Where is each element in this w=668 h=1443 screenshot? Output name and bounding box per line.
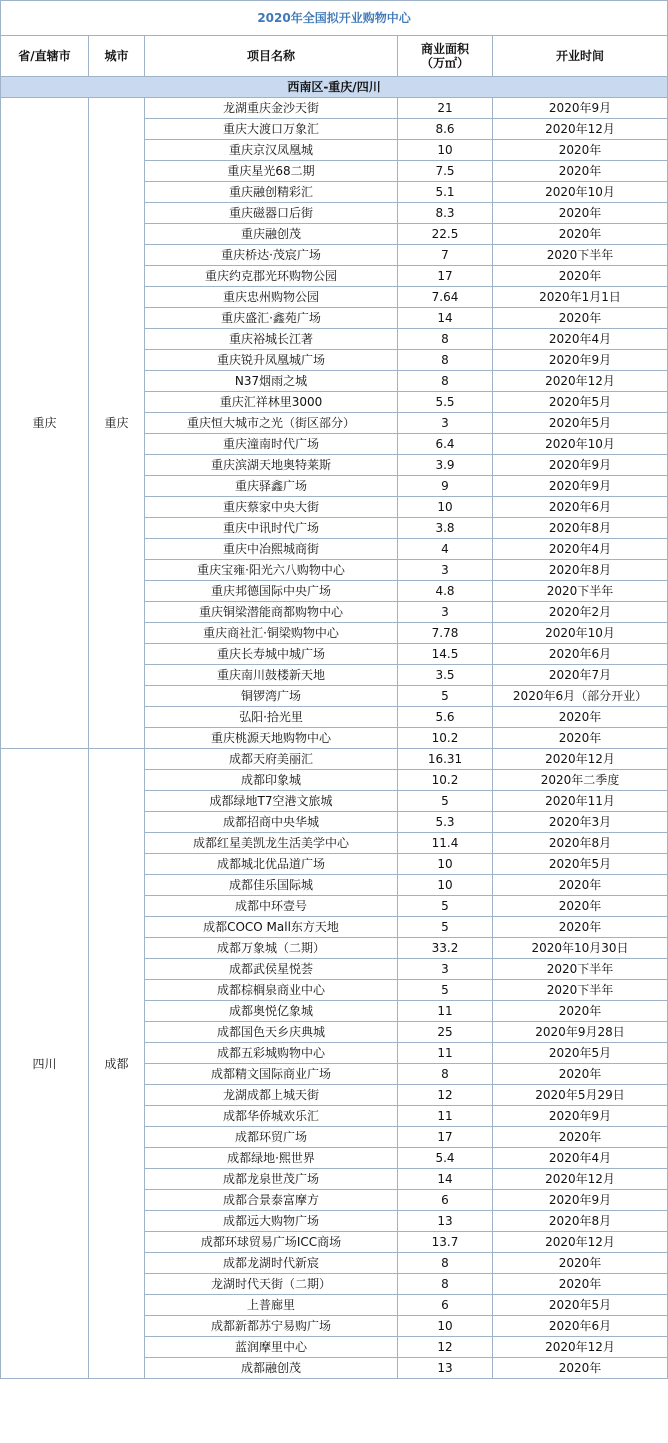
area-cell: 13.7 xyxy=(398,1232,493,1253)
area-cell: 4.8 xyxy=(398,581,493,602)
project-name-cell: 重庆盛汇·鑫苑广场 xyxy=(145,308,398,329)
open-time-cell: 2020年8月 xyxy=(493,833,668,854)
project-name-cell: 重庆裕城长江著 xyxy=(145,329,398,350)
project-name-cell: 成都奥悦亿象城 xyxy=(145,1001,398,1022)
project-name-cell: 重庆约克郡光环购物公园 xyxy=(145,266,398,287)
open-time-cell: 2020年10月30日 xyxy=(493,938,668,959)
open-time-cell: 2020年9月 xyxy=(493,476,668,497)
area-cell: 6 xyxy=(398,1295,493,1316)
area-cell: 14 xyxy=(398,308,493,329)
area-cell: 5 xyxy=(398,686,493,707)
open-time-cell: 2020年 xyxy=(493,917,668,938)
open-time-cell: 2020下半年 xyxy=(493,959,668,980)
area-cell: 5.6 xyxy=(398,707,493,728)
header-province: 省/直辖市 xyxy=(1,36,89,77)
open-time-cell: 2020年9月 xyxy=(493,1106,668,1127)
open-time-cell: 2020年10月 xyxy=(493,623,668,644)
area-cell: 3.8 xyxy=(398,518,493,539)
project-name-cell: 重庆桃源天地购物中心 xyxy=(145,728,398,749)
area-cell: 17 xyxy=(398,266,493,287)
open-time-cell: 2020年 xyxy=(493,203,668,224)
open-time-cell: 2020年9月28日 xyxy=(493,1022,668,1043)
area-cell: 12 xyxy=(398,1337,493,1358)
open-time-cell: 2020年9月 xyxy=(493,98,668,119)
area-cell: 7.5 xyxy=(398,161,493,182)
area-cell: 5.1 xyxy=(398,182,493,203)
project-name-cell: 重庆锐升凤凰城广场 xyxy=(145,350,398,371)
area-cell: 7.78 xyxy=(398,623,493,644)
open-time-cell: 2020年6月（部分开业） xyxy=(493,686,668,707)
project-name-cell: 重庆驿鑫广场 xyxy=(145,476,398,497)
open-time-cell: 2020年6月 xyxy=(493,1316,668,1337)
project-name-cell: 成都环球贸易广场ICC商场 xyxy=(145,1232,398,1253)
city-cell: 成都 xyxy=(89,749,145,1379)
open-time-cell: 2020年4月 xyxy=(493,1148,668,1169)
open-time-cell: 2020年8月 xyxy=(493,518,668,539)
project-name-cell: 成都国色天乡庆典城 xyxy=(145,1022,398,1043)
open-time-cell: 2020年12月 xyxy=(493,1169,668,1190)
project-name-cell: 成都红星美凯龙生活美学中心 xyxy=(145,833,398,854)
project-name-cell: 重庆恒大城市之光（街区部分） xyxy=(145,413,398,434)
open-time-cell: 2020年10月 xyxy=(493,434,668,455)
area-cell: 14 xyxy=(398,1169,493,1190)
project-name-cell: 龙湖时代天街（二期） xyxy=(145,1274,398,1295)
project-name-cell: 重庆桥达·茂宸广场 xyxy=(145,245,398,266)
area-cell: 7 xyxy=(398,245,493,266)
project-name-cell: 重庆汇祥林里3000 xyxy=(145,392,398,413)
region-row xyxy=(1,77,668,98)
open-time-cell: 2020年二季度 xyxy=(493,770,668,791)
project-name-cell: 成都佳乐国际城 xyxy=(145,875,398,896)
open-time-cell: 2020年12月 xyxy=(493,1337,668,1358)
title-row xyxy=(1,1,668,36)
open-time-cell: 2020年5月 xyxy=(493,854,668,875)
open-time-cell: 2020年2月 xyxy=(493,602,668,623)
area-cell: 5 xyxy=(398,980,493,1001)
open-time-cell: 2020年12月 xyxy=(493,749,668,770)
area-cell: 21 xyxy=(398,98,493,119)
table-title: 2020年全国拟开业购物中心 xyxy=(1,1,668,36)
area-cell: 7.64 xyxy=(398,287,493,308)
table-row xyxy=(1,749,668,770)
project-name-cell: 重庆融创精彩汇 xyxy=(145,182,398,203)
area-cell: 10 xyxy=(398,1316,493,1337)
area-cell: 33.2 xyxy=(398,938,493,959)
project-name-cell: 成都融创茂 xyxy=(145,1358,398,1379)
area-cell: 8 xyxy=(398,1253,493,1274)
open-time-cell: 2020年 xyxy=(493,1064,668,1085)
project-name-cell: 重庆磁器口后街 xyxy=(145,203,398,224)
project-name-cell: 重庆中冶熙城商街 xyxy=(145,539,398,560)
area-cell: 8 xyxy=(398,350,493,371)
open-time-cell: 2020下半年 xyxy=(493,245,668,266)
project-name-cell: 成都武侯星悦荟 xyxy=(145,959,398,980)
header-area-line1: 商业面积 xyxy=(420,42,469,56)
project-name-cell: 重庆滨湖天地奥特莱斯 xyxy=(145,455,398,476)
project-name-cell: 成都万象城（二期） xyxy=(145,938,398,959)
area-cell: 5.4 xyxy=(398,1148,493,1169)
project-name-cell: 成都绿地·熙世界 xyxy=(145,1148,398,1169)
area-cell: 17 xyxy=(398,1127,493,1148)
project-name-cell: 成都龙湖时代新宸 xyxy=(145,1253,398,1274)
project-name-cell: 重庆长寿城中城广场 xyxy=(145,644,398,665)
project-name-cell: 成都华侨城欢乐汇 xyxy=(145,1106,398,1127)
province-cell: 四川 xyxy=(1,749,89,1379)
open-time-cell: 2020年 xyxy=(493,1358,668,1379)
area-cell: 5.5 xyxy=(398,392,493,413)
open-time-cell: 2020年12月 xyxy=(493,119,668,140)
project-name-cell: 重庆中讯时代广场 xyxy=(145,518,398,539)
header-open-time: 开业时间 xyxy=(493,36,668,77)
project-name-cell: 重庆忠州购物公园 xyxy=(145,287,398,308)
open-time-cell: 2020年 xyxy=(493,707,668,728)
project-name-cell: 成都印象城 xyxy=(145,770,398,791)
open-time-cell: 2020年3月 xyxy=(493,812,668,833)
area-cell: 13 xyxy=(398,1358,493,1379)
project-name-cell: 龙湖重庆金沙天街 xyxy=(145,98,398,119)
project-name-cell: 重庆潼南时代广场 xyxy=(145,434,398,455)
project-name-cell: 成都天府美丽汇 xyxy=(145,749,398,770)
province-cell: 重庆 xyxy=(1,98,89,749)
area-cell: 3 xyxy=(398,560,493,581)
open-time-cell: 2020年11月 xyxy=(493,791,668,812)
open-time-cell: 2020年4月 xyxy=(493,329,668,350)
project-name-cell: 成都绿地T7空港文旅城 xyxy=(145,791,398,812)
area-cell: 3.9 xyxy=(398,455,493,476)
project-name-cell: 龙湖成都上城天街 xyxy=(145,1085,398,1106)
area-cell: 5 xyxy=(398,896,493,917)
open-time-cell: 2020下半年 xyxy=(493,581,668,602)
area-cell: 10 xyxy=(398,497,493,518)
project-name-cell: 重庆融创茂 xyxy=(145,224,398,245)
area-cell: 6.4 xyxy=(398,434,493,455)
project-name-cell: 成都远大购物广场 xyxy=(145,1211,398,1232)
open-time-cell: 2020年 xyxy=(493,224,668,245)
area-cell: 11 xyxy=(398,1106,493,1127)
project-name-cell: 铜锣湾广场 xyxy=(145,686,398,707)
area-cell: 5.3 xyxy=(398,812,493,833)
area-cell: 5 xyxy=(398,791,493,812)
open-time-cell: 2020年12月 xyxy=(493,371,668,392)
header-area xyxy=(398,36,493,77)
project-name-cell: 成都城北优品道广场 xyxy=(145,854,398,875)
table-row xyxy=(1,98,668,119)
open-time-cell: 2020年5月 xyxy=(493,1043,668,1064)
area-cell: 10 xyxy=(398,854,493,875)
project-name-cell: 重庆宝雍·阳光六八购物中心 xyxy=(145,560,398,581)
project-name-cell: 成都合景泰富摩方 xyxy=(145,1190,398,1211)
project-name-cell: 成都新都苏宁易购广场 xyxy=(145,1316,398,1337)
header-project: 项目名称 xyxy=(145,36,398,77)
open-time-cell: 2020年 xyxy=(493,1253,668,1274)
area-cell: 16.31 xyxy=(398,749,493,770)
open-time-cell: 2020年12月 xyxy=(493,1232,668,1253)
project-name-cell: 成都环贸广场 xyxy=(145,1127,398,1148)
open-time-cell: 2020年 xyxy=(493,896,668,917)
open-time-cell: 2020年5月29日 xyxy=(493,1085,668,1106)
city-cell: 重庆 xyxy=(89,98,145,749)
open-time-cell: 2020年5月 xyxy=(493,413,668,434)
project-name-cell: 成都COCO Mall东方天地 xyxy=(145,917,398,938)
open-time-cell: 2020年6月 xyxy=(493,497,668,518)
open-time-cell: 2020年4月 xyxy=(493,539,668,560)
area-cell: 8.3 xyxy=(398,203,493,224)
header-area-line2: （万㎡） xyxy=(420,56,469,70)
area-cell: 10 xyxy=(398,875,493,896)
area-cell: 22.5 xyxy=(398,224,493,245)
area-cell: 3.5 xyxy=(398,665,493,686)
open-time-cell: 2020年 xyxy=(493,266,668,287)
project-name-cell: 弘阳·拾光里 xyxy=(145,707,398,728)
open-time-cell: 2020年 xyxy=(493,161,668,182)
area-cell: 6 xyxy=(398,1190,493,1211)
project-name-cell: 重庆商社汇·铜梁购物中心 xyxy=(145,623,398,644)
project-name-cell: 重庆星光68二期 xyxy=(145,161,398,182)
project-name-cell: 成都精文国际商业广场 xyxy=(145,1064,398,1085)
area-cell: 8.6 xyxy=(398,119,493,140)
area-cell: 25 xyxy=(398,1022,493,1043)
project-name-cell: 上普廊里 xyxy=(145,1295,398,1316)
open-time-cell: 2020年9月 xyxy=(493,1190,668,1211)
area-cell: 8 xyxy=(398,1274,493,1295)
area-cell: 11.4 xyxy=(398,833,493,854)
project-name-cell: N37烟雨之城 xyxy=(145,371,398,392)
open-time-cell: 2020年5月 xyxy=(493,1295,668,1316)
region-label: 西南区-重庆/四川 xyxy=(1,77,668,98)
header-city: 城市 xyxy=(89,36,145,77)
project-name-cell: 成都招商中央华城 xyxy=(145,812,398,833)
open-time-cell: 2020年8月 xyxy=(493,1211,668,1232)
project-name-cell: 重庆蔡家中央大街 xyxy=(145,497,398,518)
project-name-cell: 成都棕榈泉商业中心 xyxy=(145,980,398,1001)
open-time-cell: 2020年6月 xyxy=(493,644,668,665)
area-cell: 9 xyxy=(398,476,493,497)
area-cell: 10.2 xyxy=(398,770,493,791)
header-row xyxy=(1,36,668,77)
project-name-cell: 成都龙泉世茂广场 xyxy=(145,1169,398,1190)
open-time-cell: 2020年 xyxy=(493,1274,668,1295)
open-time-cell: 2020年 xyxy=(493,308,668,329)
area-cell: 10.2 xyxy=(398,728,493,749)
project-name-cell: 重庆邦德国际中央广场 xyxy=(145,581,398,602)
project-name-cell: 成都五彩城购物中心 xyxy=(145,1043,398,1064)
open-time-cell: 2020年8月 xyxy=(493,560,668,581)
area-cell: 8 xyxy=(398,1064,493,1085)
area-cell: 13 xyxy=(398,1211,493,1232)
project-name-cell: 蓝润摩里中心 xyxy=(145,1337,398,1358)
project-name-cell: 重庆南川鼓楼新天地 xyxy=(145,665,398,686)
area-cell: 11 xyxy=(398,1001,493,1022)
area-cell: 11 xyxy=(398,1043,493,1064)
area-cell: 8 xyxy=(398,329,493,350)
project-name-cell: 重庆京汉凤凰城 xyxy=(145,140,398,161)
area-cell: 4 xyxy=(398,539,493,560)
area-cell: 8 xyxy=(398,371,493,392)
project-name-cell: 重庆大渡口万象汇 xyxy=(145,119,398,140)
area-cell: 3 xyxy=(398,602,493,623)
area-cell: 10 xyxy=(398,140,493,161)
open-time-cell: 2020年10月 xyxy=(493,182,668,203)
project-name-cell: 重庆铜梁潜能商都购物中心 xyxy=(145,602,398,623)
open-time-cell: 2020年1月1日 xyxy=(493,287,668,308)
area-cell: 5 xyxy=(398,917,493,938)
open-time-cell: 2020年7月 xyxy=(493,665,668,686)
area-cell: 12 xyxy=(398,1085,493,1106)
area-cell: 14.5 xyxy=(398,644,493,665)
area-cell: 3 xyxy=(398,413,493,434)
open-time-cell: 2020年9月 xyxy=(493,455,668,476)
open-time-cell: 2020年 xyxy=(493,1001,668,1022)
open-time-cell: 2020年 xyxy=(493,875,668,896)
open-time-cell: 2020年 xyxy=(493,1127,668,1148)
project-name-cell: 成都中环壹号 xyxy=(145,896,398,917)
open-time-cell: 2020下半年 xyxy=(493,980,668,1001)
open-time-cell: 2020年 xyxy=(493,728,668,749)
open-time-cell: 2020年 xyxy=(493,140,668,161)
open-time-cell: 2020年9月 xyxy=(493,350,668,371)
area-cell: 3 xyxy=(398,959,493,980)
open-time-cell: 2020年5月 xyxy=(493,392,668,413)
